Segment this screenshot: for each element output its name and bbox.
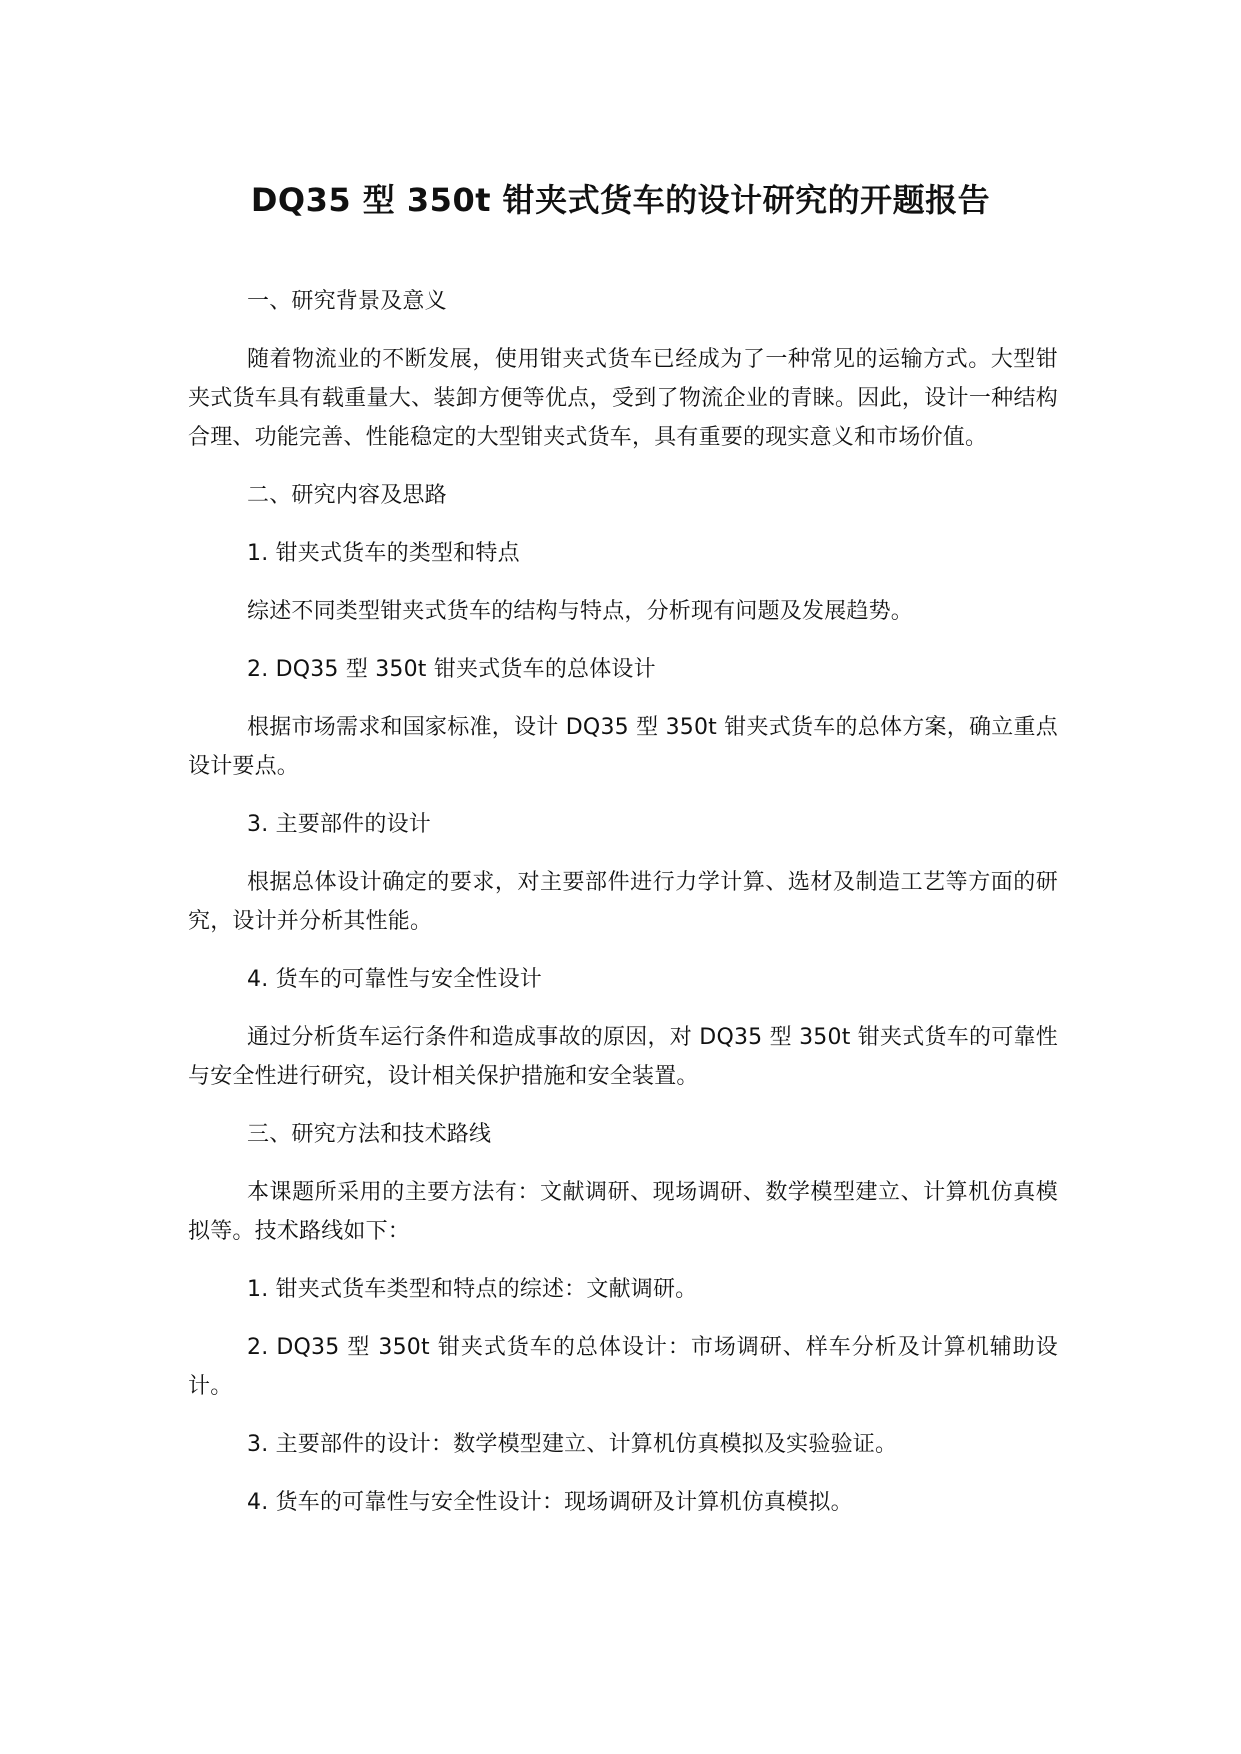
- paragraph-types: 综述不同类型钳夹式货车的结构与特点，分析现有问题及发展趋势。: [247, 599, 914, 624]
- route-item-2: 2. DQ35 型 350t 钳夹式货车的总体设计：市场调研、样车分析及计算机辅助设计。: [188, 1335, 1058, 1399]
- paragraph-overall-design: 根据市场需求和国家标准，设计 DQ35 型 350t 钳夹式货车的总体方案，确立重点设计要点。: [188, 715, 1058, 779]
- route-item-4: 4. 货车的可靠性与安全性设计：现场调研及计算机仿真模拟。: [247, 1490, 853, 1515]
- route-item-1: 1. 钳夹式货车类型和特点的综述：文献调研。: [247, 1277, 698, 1302]
- paragraph-reliability: 通过分析货车运行条件和造成事故的原因，对 DQ35 型 350t 钳夹式货车的可靠性与安全性进行研究，设计相关保护措施和安全装置。: [188, 1025, 1058, 1089]
- subheading-overall-design: 2. DQ35 型 350t 钳夹式货车的总体设计: [247, 657, 656, 682]
- paragraph-background: 随着物流业的不断发展，使用钳夹式货车已经成为了一种常见的运输方式。大型钳夹式货车具有载重量大、装卸方便等优点，受到了物流企业的青睐。因此，设计一种结构合理、功能完善、性能稳定的大型钳夹式货车，具有重要的现实意义和市场价值。: [188, 347, 1058, 450]
- route-item-3: 3. 主要部件的设计：数学模型建立、计算机仿真模拟及实验验证。: [247, 1432, 898, 1457]
- subheading-components: 3. 主要部件的设计: [247, 812, 431, 837]
- section-heading-methods: 三、研究方法和技术路线: [247, 1122, 492, 1147]
- paragraph-methods: 本课题所采用的主要方法有：文献调研、现场调研、数学模型建立、计算机仿真模拟等。技术路线如下：: [188, 1180, 1058, 1244]
- section-heading-background: 一、研究背景及意义: [247, 289, 447, 314]
- document-title: DQ35 型 350t 钳夹式货车的设计研究的开题报告: [250, 181, 991, 219]
- section-heading-content: 二、研究内容及思路: [247, 483, 447, 508]
- subheading-types: 1. 钳夹式货车的类型和特点: [247, 541, 520, 566]
- subheading-reliability: 4. 货车的可靠性与安全性设计: [247, 967, 542, 992]
- paragraph-components: 根据总体设计确定的要求，对主要部件进行力学计算、选材及制造工艺等方面的研究，设计并分析其性能。: [188, 870, 1058, 934]
- document-body: [188, 282, 1058, 1541]
